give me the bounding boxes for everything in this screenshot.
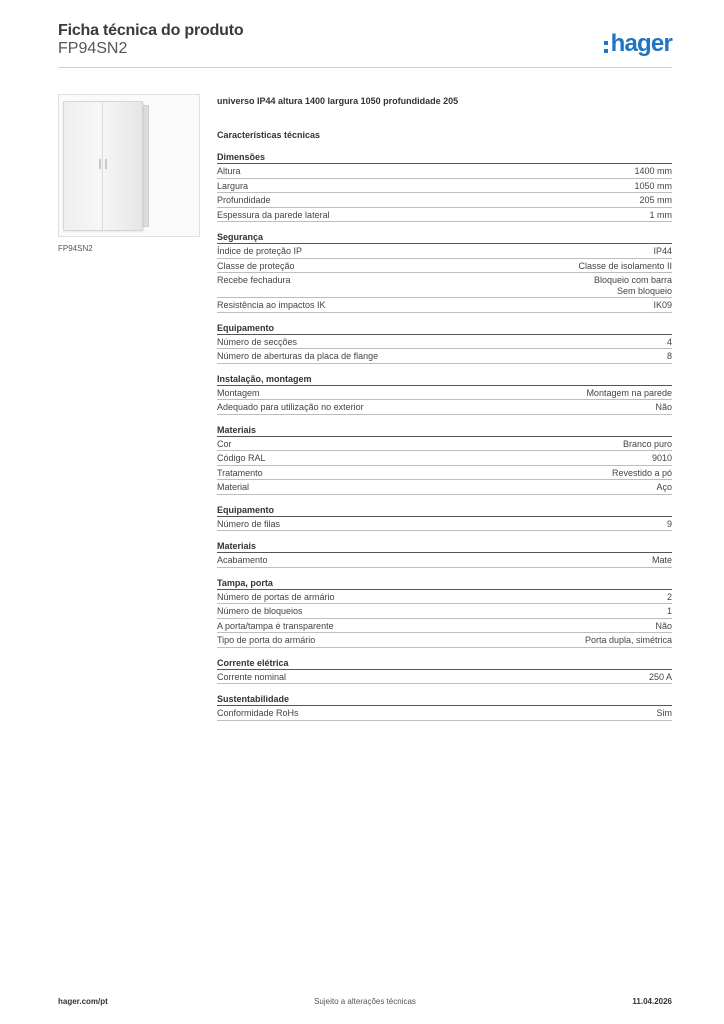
spec-value-line: 1400 mm [634,166,672,176]
spec-group [217,694,672,721]
spec-value [667,337,672,349]
spec-value [623,439,672,451]
spec-value-line: Classe de isolamento II [578,260,672,271]
spec-row [217,604,672,619]
spec-row [217,244,672,259]
spec-row [217,298,672,313]
spec-row [217,590,672,605]
product-image [58,94,200,237]
spec-value-line: Sim [656,708,672,718]
spec-value-line: 1 mm [649,209,672,220]
spec-group-title: Instalação, montagem [217,374,672,386]
page-header [58,20,672,70]
spec-value [667,351,672,363]
spec-row [217,633,672,648]
spec-label: Número de secções [217,336,298,347]
spec-value [612,468,672,480]
spec-group-title: Materiais [217,425,672,437]
spec-label: Acabamento [217,555,268,565]
spec-label: Conformidade RoHs [217,708,299,718]
spec-group [217,323,672,364]
spec-label: Classe de proteção [217,260,295,271]
spec-value-line: Aço [656,482,672,492]
spec-group-title: Segurança [217,232,672,244]
spec-label: Número de portas de armário [217,591,335,602]
spec-row [217,193,672,208]
spec-value [653,246,672,258]
page-title: Ficha técnica do produto [58,22,244,39]
product-summary: universo IP44 altura 1400 largura 1050 profundidade 205 [217,96,459,106]
spec-label: Número de aberturas da placa de flange [217,351,379,361]
spec-value [578,261,672,273]
spec-value-line: Branco puro [622,438,672,449]
spec-value [667,592,672,604]
page-footer [58,997,672,1011]
spec-label: Tipo de porta do armário [217,635,316,645]
spec-value-line: Sem bloqueio [616,286,672,296]
spec-group-title: Materiais [217,541,672,553]
spec-group [217,232,672,313]
spec-group-title: Equipamento [217,323,672,335]
spec-value-line: Montagem na parede [586,387,672,398]
spec-group [217,505,672,532]
spec-label: A porta/tampa é transparente [217,620,334,631]
spec-row [217,670,672,685]
spec-value [634,166,672,178]
spec-value [652,555,672,567]
spec-value [653,300,672,312]
spec-group [217,541,672,568]
spec-value [657,708,673,720]
spec-label: Cor [217,438,232,449]
spec-value-line: Revestido a pó [611,467,672,478]
spec-label: Número de bloqueios [217,606,303,616]
spec-label: Índice de proteção IP [217,246,303,256]
footer-date: 11.04.2026 [632,997,672,1006]
spec-row [217,335,672,350]
spec-group-title: Equipamento [217,505,672,517]
spec-group-title: Corrente elétrica [217,658,672,670]
spec-label: Largura [217,180,249,191]
cabinet-front [63,101,143,231]
spec-value [655,402,672,414]
spec-value-line: 9010 [651,453,672,463]
spec-value-line: IP44 [653,246,672,256]
spec-value [652,453,672,465]
logo-colon-mark [604,38,609,54]
spec-row [217,208,672,223]
spec-label: Número de filas [217,518,281,529]
spec-group-title: Dimensões [217,152,672,164]
spec-label: Corrente nominal [217,671,287,682]
spec-value-line: Mate [651,555,672,565]
spec-value-line: Porta dupla, simétrica [584,635,672,645]
header-divider [58,67,672,68]
spec-value-line: 4 [666,336,672,347]
spec-label: Profundidade [217,195,271,205]
cabinet-handle-right [105,159,107,169]
spec-value-line: Não [655,402,672,412]
footer-website-link[interactable]: hager.com/pt [58,997,108,1006]
spec-row [217,400,672,415]
spec-group [217,152,672,222]
specs-heading: Características técnicas [217,130,321,140]
spec-value [634,181,672,193]
spec-row [217,164,672,179]
spec-row [217,517,672,532]
hager-logo[interactable] [604,30,672,58]
spec-value [650,210,673,222]
spec-value-line: 8 [666,351,672,361]
spec-row [217,706,672,721]
spec-row [217,553,672,568]
spec-value [639,195,672,207]
spec-label: Espessura da parede lateral [217,209,330,220]
spec-value [586,388,672,400]
spec-value-line: Bloqueio com barra [593,275,672,285]
spec-group [217,658,672,685]
spec-value-line: IK09 [653,300,672,310]
logo-text: hager [610,30,672,57]
spec-row [217,259,672,274]
spec-row [217,466,672,481]
spec-row [217,480,672,495]
spec-label: Código RAL [217,453,266,463]
spec-value [594,275,672,297]
spec-value-line: 2 [666,591,672,602]
spec-value-line: 1050 mm [634,180,672,191]
footer-notice: Sujeito a alterações técnicas [314,997,416,1006]
spec-row [217,437,672,452]
spec-row [217,273,672,298]
spec-group-title: Tampa, porta [217,578,672,590]
spec-row [217,386,672,401]
spec-value-line: 9 [666,518,672,529]
spec-value-line: 1 [666,606,672,616]
spec-row [217,619,672,634]
spec-value [585,635,672,647]
spec-group [217,578,672,648]
spec-label: Tratamento [217,467,263,478]
spec-label: Montagem [217,387,260,398]
image-caption: FP94SN2 [58,244,93,253]
spec-value [667,606,672,618]
spec-label: Altura [217,166,241,176]
spec-group [217,374,672,415]
spec-row [217,179,672,194]
spec-row [217,349,672,364]
spec-group [217,425,672,495]
product-reference: FP94SN2 [58,40,128,57]
spec-content [217,96,672,721]
spec-value [649,672,672,684]
cabinet-handle-left [99,159,101,169]
spec-label: Material [217,482,250,492]
spec-label: Recebe fechadura [217,275,291,285]
spec-label: Resistência ao impactos IK [217,300,326,310]
spec-value-line: Não [655,620,672,631]
spec-value-line: 250 A [648,671,672,682]
spec-value [655,621,672,633]
spec-group-title: Sustentabilidade [217,694,672,706]
spec-value [667,519,672,531]
spec-value-line: 205 mm [639,195,672,205]
cabinet-door-split [102,101,103,231]
spec-row [217,451,672,466]
spec-value [656,482,672,494]
spec-groups [217,152,672,721]
cabinet-side [143,105,149,227]
spec-label: Adequado para utilização no exterior [217,402,364,412]
